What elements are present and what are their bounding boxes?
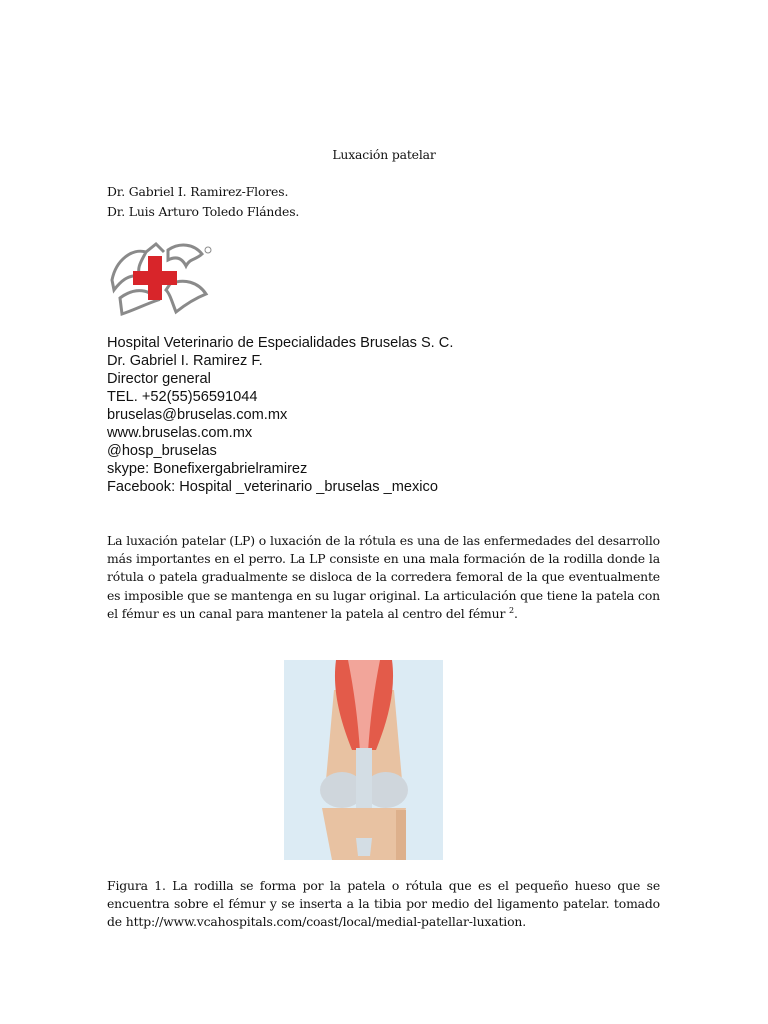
reference-superscript: 2 xyxy=(509,605,514,615)
author-1: Dr. Gabriel I. Ramirez-Flores. xyxy=(107,184,289,199)
knee-figure xyxy=(284,660,443,860)
contact-skype: skype: Bonefixergabrielramirez xyxy=(107,461,308,477)
contact-block xyxy=(107,334,453,496)
contact-director-name: Dr. Gabriel I. Ramirez F. xyxy=(107,353,263,369)
contact-hospital: Hospital Veterinario de Especialidades Bruselas S. C. xyxy=(107,335,454,351)
contact-twitter: @hosp_bruselas xyxy=(107,443,217,459)
figure-caption: Figura 1. La rodilla se forma por la patela o rótula que es el pequeño hueso que se encuentra sobre el fémur y se inserta a la tibia por medio del ligamento patelar. tomado de http://www.vcahospitals.com/coast/local/medial-patellar-luxation. xyxy=(107,878,660,930)
hospital-logo xyxy=(106,238,214,318)
document-title: Luxación patelar xyxy=(332,147,436,162)
author-2: Dr. Luis Arturo Toledo Flándes. xyxy=(107,204,300,219)
intro-paragraph-end: . xyxy=(513,605,518,621)
contact-website: www.bruselas.com.mx xyxy=(107,425,253,441)
authors-block xyxy=(107,182,299,222)
contact-email: bruselas@bruselas.com.mx xyxy=(107,407,288,423)
hospital-logo-icon xyxy=(106,238,214,318)
intro-paragraph xyxy=(107,532,660,623)
contact-facebook: Facebook: Hospital _veterinario _bruselas _mexico xyxy=(107,479,438,495)
knee-anatomy-icon xyxy=(284,660,443,860)
contact-phone: TEL. +52(55)56591044 xyxy=(107,389,258,405)
intro-paragraph-text: La luxación patelar (LP) o luxación de la rótula es una de las enfermedades del desarrollo más importantes en el perro. La LP consiste en una mala formación de la rodilla donde la rótula o patela gradualmente se disloca de la corredera femoral de la que eventualmente es imposible que se mantenga en su lugar original. La articulación que tiene la patela con el fémur es un canal para mantener la patela al centro del fémur xyxy=(107,533,660,621)
contact-director-title: Director general xyxy=(107,371,211,387)
